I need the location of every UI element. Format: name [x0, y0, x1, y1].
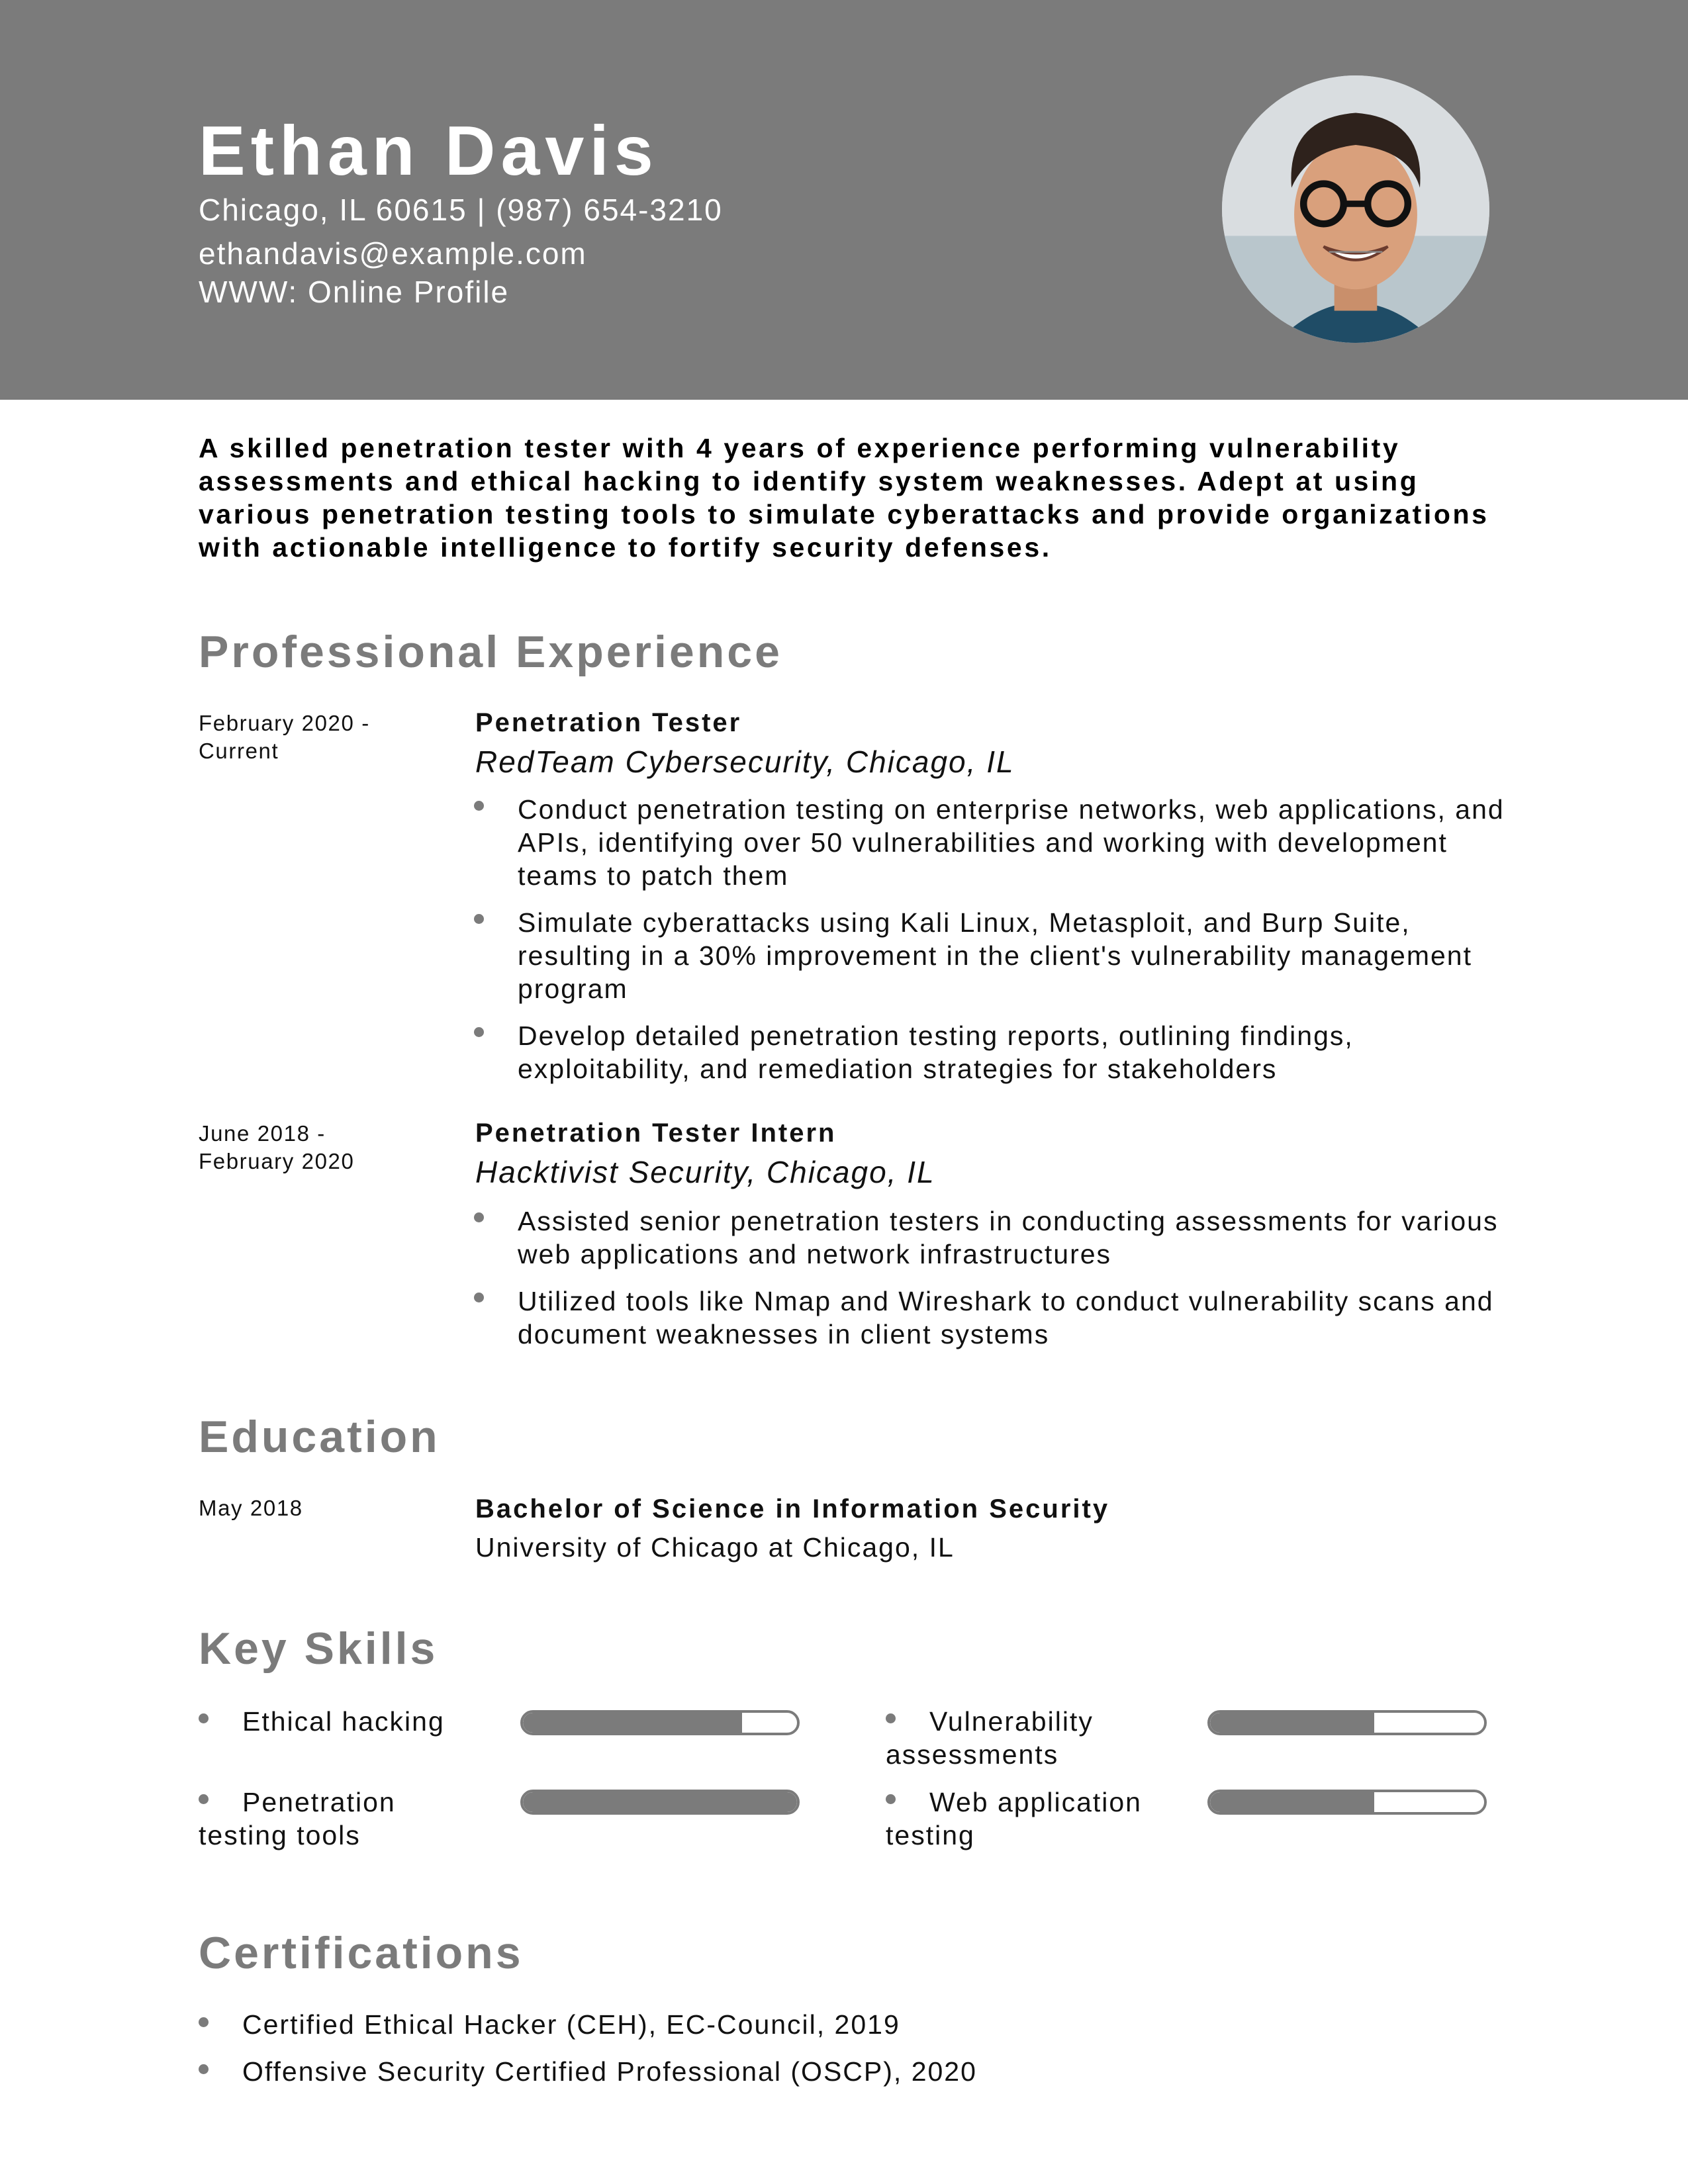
job-2-date	[199, 1120, 437, 1175]
job-2-title: Penetration Tester Intern	[475, 1118, 837, 1148]
skill-fill	[1210, 1713, 1374, 1733]
education-date: May 2018	[199, 1496, 303, 1520]
skill-label-ethical-hacking: Ethical hacking	[242, 1706, 445, 1737]
job-1-company: RedTeam Cybersecurity, Chicago, IL	[475, 745, 1015, 779]
job-2-date-end: February 2020	[199, 1149, 355, 1173]
header-banner	[0, 0, 1688, 400]
job-2-bullet-2: Utilized tools like Nmap and Wireshark to conduct vulnerability scans and document weaknesses in client systems	[518, 1286, 1494, 1349]
section-title-skills: Key Skills	[199, 1623, 438, 1674]
skill-label-penetration-testing-tools: Penetration testing tools	[199, 1787, 396, 1850]
avatar-illustration	[1222, 75, 1489, 343]
skill-fill	[523, 1792, 797, 1812]
bullet-icon	[199, 2017, 209, 2027]
location-phone: Chicago, IL 60615 | (987) 654-3210	[199, 193, 723, 227]
job-1-bullet-3: Develop detailed penetration testing reports, outlining findings, exploitability, and remediation strategies for stakeholders	[518, 1021, 1354, 1084]
profile-photo	[1222, 75, 1489, 343]
education-degree: Bachelor of Science in Information Security	[475, 1494, 1110, 1524]
skill-bar-vulnerability-assessments	[1207, 1710, 1487, 1735]
skill-label-web-application-testing: Web application testing	[886, 1787, 1142, 1850]
section-title-education: Education	[199, 1412, 440, 1462]
professional-summary: A skilled penetration tester with 4 years of experience performing vulnerability assessments and ethical hacking to identify system weaknesses. Adept at using various penetration testing tools to simulate cyberattacks and provide organizations with actionable intelligence to fortify security defenses.	[199, 433, 1489, 563]
skill-bar-ethical-hacking	[520, 1710, 800, 1735]
bullet-icon	[474, 801, 484, 811]
job-1-title: Penetration Tester	[475, 708, 742, 737]
bullet-icon	[474, 1212, 484, 1222]
candidate-name: Ethan Davis	[199, 112, 659, 190]
job-2-date-start: June 2018 -	[199, 1121, 326, 1146]
certification-item-oscp: Offensive Security Certified Professional (OSCP), 2020	[242, 2056, 977, 2087]
skill-fill	[1210, 1792, 1374, 1812]
website-link[interactable]: WWW: Online Profile	[199, 275, 510, 309]
skill-bar-penetration-testing-tools	[520, 1790, 800, 1815]
bullet-icon	[474, 1027, 484, 1037]
certification-item-ceh: Certified Ethical Hacker (CEH), EC-Council, 2019	[242, 2009, 900, 2040]
education-school: University of Chicago at Chicago, IL	[475, 1532, 955, 1563]
job-1-date-end: Current	[199, 739, 279, 763]
bullet-icon	[199, 2064, 209, 2074]
job-2-company: Hacktivist Security, Chicago, IL	[475, 1155, 935, 1189]
job-1-date-start: February 2020 -	[199, 711, 370, 735]
job-1-bullet-2: Simulate cyberattacks using Kali Linux, Metasploit, and Burp Suite, resulting in a 30% improvement in the client's vulnerability management program	[518, 907, 1472, 1004]
skill-label-vulnerability-assessments: Vulnerability assessments	[886, 1706, 1094, 1770]
email-link[interactable]: ethandavis@example.com	[199, 236, 587, 271]
skill-fill	[523, 1713, 742, 1733]
bullet-icon	[474, 1293, 484, 1302]
job-2-bullet-1: Assisted senior penetration testers in conducting assessments for various web applications and network infrastructures	[518, 1206, 1499, 1269]
skill-bar-web-application-testing	[1207, 1790, 1487, 1815]
bullet-icon	[474, 914, 484, 924]
section-title-experience: Professional Experience	[199, 627, 782, 677]
section-title-certifications: Certifications	[199, 1928, 524, 1978]
job-1-bullet-1: Conduct penetration testing on enterprise networks, web applications, and APIs, identifying over 50 vulnerabilities and working with development teams to patch them	[518, 794, 1505, 891]
job-1-date	[199, 709, 437, 765]
